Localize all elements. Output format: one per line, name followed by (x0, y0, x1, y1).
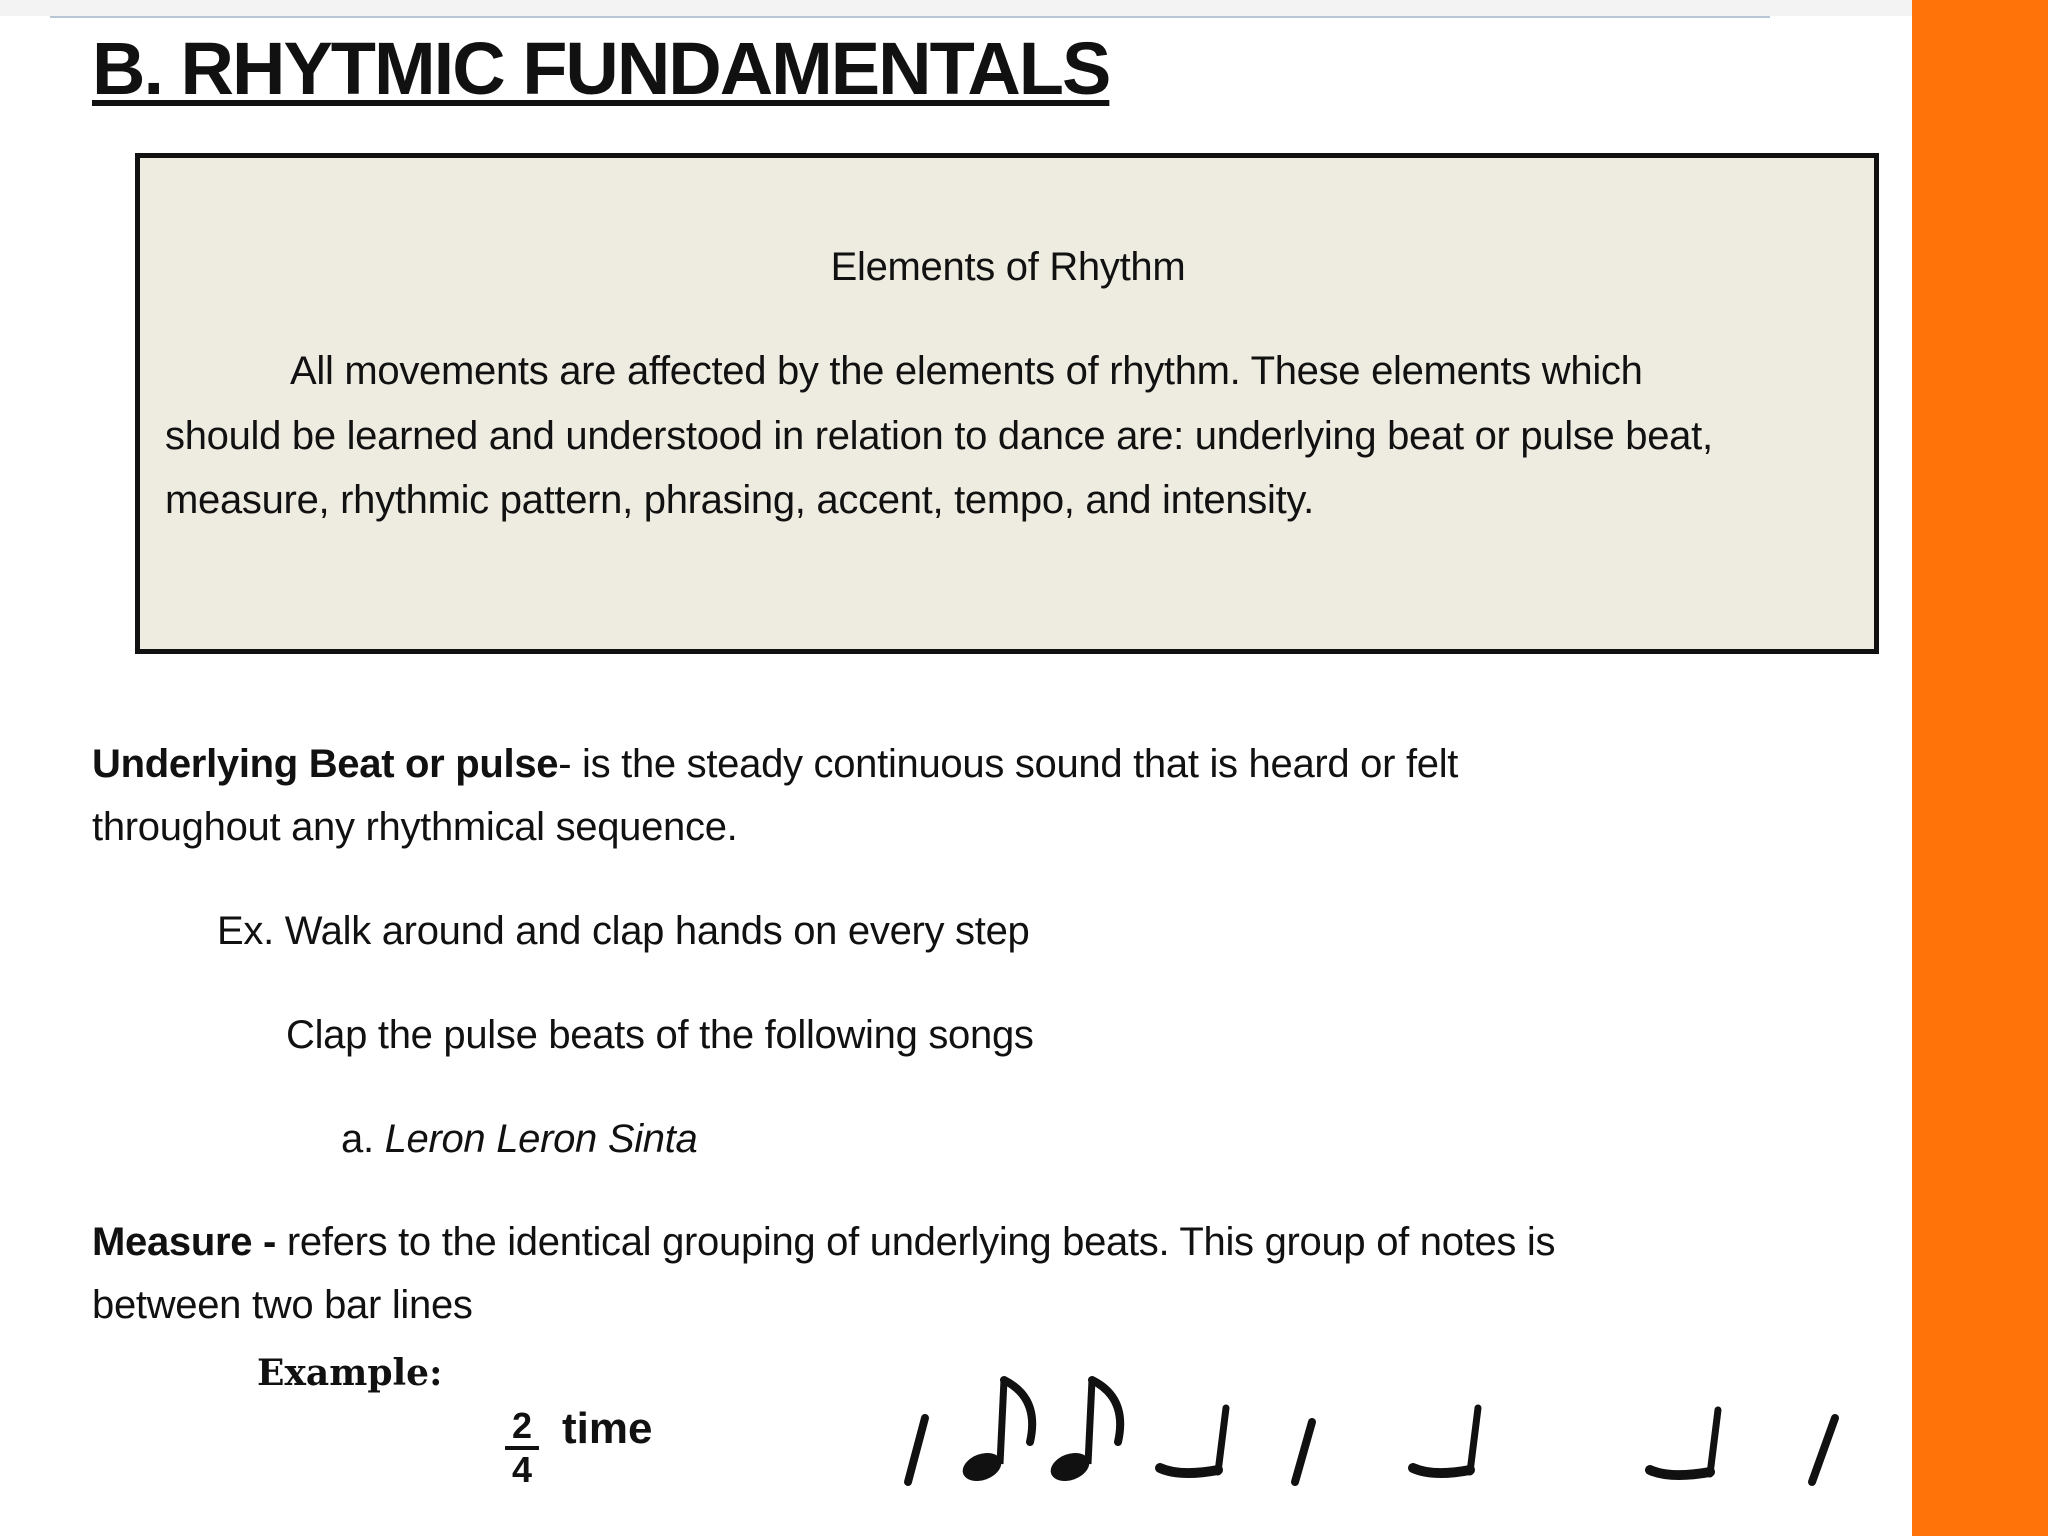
measure-definition-line-1 (92, 1217, 1555, 1267)
box-text-line-2: should be learned and understood in relation to dance are: underlying beat or pulse beat, (165, 414, 1713, 458)
bar-line-icon (908, 1418, 925, 1482)
measure-definition-text: refers to the identical grouping of underlying beats. This group of notes is (276, 1220, 1556, 1264)
measure-term: Measure - (92, 1220, 277, 1264)
song-title: Leron Leron Sinta (384, 1117, 698, 1161)
beat-example: Ex. Walk around and clap hands on every step (217, 909, 1030, 953)
rhythm-notation (880, 1360, 1880, 1520)
box-text-line-1: All movements are affected by the elements of rhythm. These elements which (290, 349, 1643, 393)
beat-term: Underlying Beat or pulse (92, 742, 559, 786)
top-divider (50, 16, 1770, 18)
beat-instruction: Clap the pulse beats of the following songs (286, 1013, 1034, 1057)
orange-side-bar (1912, 0, 2048, 1536)
example-label: Example: (257, 1352, 443, 1394)
song-prefix: a. (341, 1117, 385, 1161)
measure-definition-line-2: between two bar lines (92, 1283, 473, 1327)
box-text-line-3: measure, rhythmic pattern, phrasing, accent, tempo, and intensity. (165, 478, 1314, 522)
time-signature-numerator: 2 (505, 1406, 539, 1450)
quarter-note-icon (1160, 1408, 1226, 1473)
quarter-note-icon (1650, 1410, 1718, 1475)
time-word: time (562, 1404, 653, 1453)
quarter-note-icon (1413, 1408, 1478, 1473)
song-item (341, 1114, 698, 1164)
bar-line-icon (1812, 1418, 1835, 1482)
time-signature-denominator: 4 (511, 1449, 533, 1490)
box-title: Elements of Rhythm (830, 245, 1186, 289)
time-signature (505, 1406, 539, 1490)
beat-definition-line-1 (92, 739, 1458, 789)
bar-line-icon (1295, 1422, 1312, 1482)
elements-of-rhythm-box (135, 153, 1879, 654)
eighth-note-icon (1047, 1380, 1120, 1486)
beat-definition-line-2: throughout any rhythmical sequence. (92, 805, 738, 849)
eighth-note-icon (959, 1380, 1032, 1486)
top-strip (0, 0, 1912, 16)
beat-definition-text: - is the steady continuous sound that is heard or felt (558, 742, 1459, 786)
section-title: B. RHYTMIC FUNDAMENTALS (92, 27, 1110, 110)
